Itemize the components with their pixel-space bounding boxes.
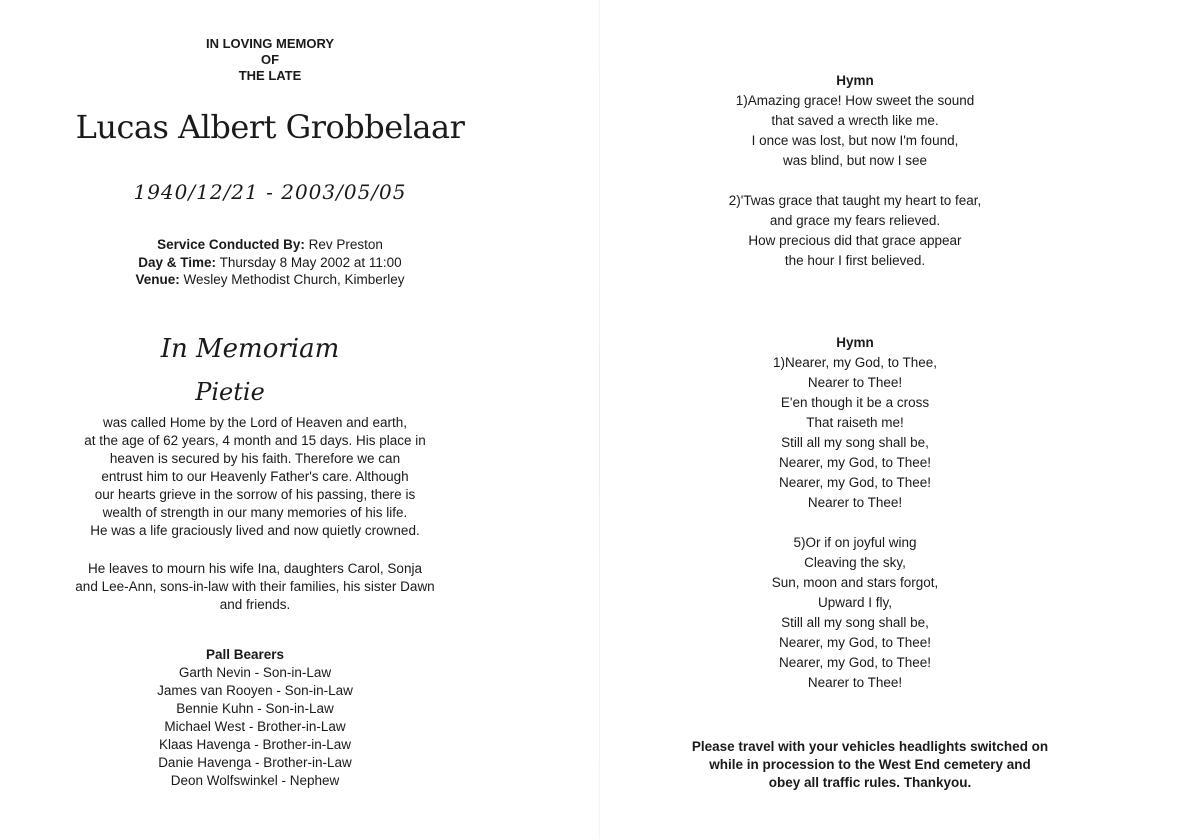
tribute-line: our hearts grieve in the sorrow of his passing, there is bbox=[94, 487, 416, 502]
hymn-line: Nearer, my God, to Thee! bbox=[778, 635, 932, 650]
service-conducted-row bbox=[60, 236, 480, 254]
pall-bearers-title: Pall Bearers bbox=[205, 647, 285, 662]
service-conducted-value: Rev Preston bbox=[308, 237, 383, 252]
hymn-line: Nearer to Thee! bbox=[807, 375, 903, 390]
hymn-amazing-grace bbox=[655, 71, 1055, 291]
header-line: IN LOVING MEMORY bbox=[205, 36, 335, 51]
hymn-line: Nearer to Thee! bbox=[807, 495, 903, 510]
pall-bearer: James van Rooyen - Son-in-Law bbox=[157, 683, 353, 698]
mourners-line: He leaves to mourn his wife Ina, daughters Carol, Sonja bbox=[88, 561, 422, 576]
nickname: Pietie bbox=[195, 378, 265, 406]
tribute-line: He was a life graciously lived and now quietly crowned. bbox=[90, 523, 420, 538]
hymn-verse bbox=[655, 91, 1055, 171]
tribute-line: heaven is secured by his faith. Therefore we can bbox=[109, 451, 401, 466]
pall-bearer: Garth Nevin - Son-in-Law bbox=[178, 665, 332, 680]
procession-notice bbox=[620, 738, 1120, 792]
pall-bearer: Michael West - Brother-in-Law bbox=[164, 719, 346, 734]
day-time-label: Day & Time: bbox=[138, 254, 217, 270]
hymn-line: Nearer, my God, to Thee! bbox=[778, 475, 932, 490]
venue-row bbox=[60, 271, 480, 289]
pall-bearer: Klaas Havenga - Brother-in-Law bbox=[158, 737, 352, 752]
venue-value: Wesley Methodist Church, Kimberley bbox=[183, 272, 405, 287]
day-time-value: Thursday 8 May 2002 at 11:00 bbox=[219, 254, 402, 270]
tribute-text bbox=[20, 414, 490, 540]
hymn-line: E'en though it be a cross bbox=[780, 395, 930, 410]
mourners-text bbox=[20, 560, 490, 614]
hymn-line: Cleaving the sky, bbox=[804, 555, 906, 570]
hymn-verse bbox=[655, 533, 1055, 693]
hymn-line: Sun, moon and stars forgot, bbox=[771, 575, 939, 590]
hymn-line: 2)'Twas grace that taught my heart to fear, bbox=[728, 193, 982, 208]
notice-line: while in procession to the West End cemetery and bbox=[709, 757, 1031, 772]
tribute-line: was called Home by the Lord of Heaven and earth, bbox=[103, 415, 407, 430]
hymn-line: That raiseth me! bbox=[806, 415, 904, 430]
deceased-name: Lucas Albert Grobbelaar bbox=[75, 108, 465, 146]
header-line: OF bbox=[260, 52, 280, 67]
day-time-row bbox=[60, 254, 480, 272]
hymn-line: Nearer, my God, to Thee! bbox=[778, 455, 932, 470]
pall-bearer: Danie Havenga - Brother-in-Law bbox=[158, 755, 352, 770]
venue-label: Venue: bbox=[135, 272, 180, 287]
hymn-line: 1)Amazing grace! How sweet the sound bbox=[735, 93, 975, 108]
hymn-line: and grace my fears relieved. bbox=[769, 213, 941, 228]
header-line: THE LATE bbox=[238, 68, 302, 83]
hymn-line: How precious did that grace appear bbox=[748, 233, 962, 248]
hymn-title: Hymn bbox=[836, 335, 874, 350]
pall-bearer: Deon Wolfswinkel - Nephew bbox=[170, 773, 340, 788]
hymn-line: Still all my song shall be, bbox=[781, 615, 929, 630]
notice-line: obey all traffic rules. Thankyou. bbox=[768, 775, 972, 790]
hymn-nearer-my-god bbox=[655, 333, 1055, 713]
tribute-line: at the age of 62 years, 4 month and 15 days. His place in bbox=[84, 433, 426, 448]
pall-bearers-list bbox=[90, 664, 420, 790]
hymn-line: that saved a wrecth like me. bbox=[771, 113, 939, 128]
tribute-line: entrust him to our Heavenly Father's care. Although bbox=[101, 469, 409, 484]
mourners-line: and friends. bbox=[219, 597, 291, 612]
hymn-title: Hymn bbox=[836, 73, 874, 88]
service-details bbox=[60, 236, 480, 289]
hymn-line: 5)Or if on joyful wing bbox=[793, 535, 917, 550]
tribute-line: wealth of strength in our many memories of his life. bbox=[102, 505, 408, 520]
hymn-line: 1)Nearer, my God, to Thee, bbox=[772, 355, 938, 370]
hymn-line: the hour I first believed. bbox=[784, 253, 926, 268]
in-memoriam-heading: In Memoriam bbox=[160, 334, 340, 364]
hymn-verse bbox=[655, 353, 1055, 513]
hymn-line: Nearer, my God, to Thee! bbox=[778, 655, 932, 670]
memorial-header bbox=[100, 36, 440, 84]
hymn-verse bbox=[655, 191, 1055, 271]
hymn-line: Nearer to Thee! bbox=[807, 675, 903, 690]
service-conducted-label: Service Conducted By: bbox=[157, 237, 305, 252]
life-dates: 1940/12/21 - 2003/05/05 bbox=[133, 180, 407, 204]
hymn-line: Upward I fly, bbox=[817, 595, 893, 610]
hymn-line: Still all my song shall be, bbox=[781, 435, 929, 450]
pall-bearer: Bennie Kuhn - Son-in-Law bbox=[176, 701, 334, 716]
mourners-line: and Lee-Ann, sons-in-law with their families, his sister Dawn bbox=[75, 579, 435, 594]
notice-line: Please travel with your vehicles headlights switched on bbox=[691, 739, 1049, 754]
hymn-line: was blind, but now I see bbox=[782, 153, 928, 168]
right-page bbox=[600, 0, 1200, 839]
hymn-line: I once was lost, but now I'm found, bbox=[751, 133, 959, 148]
